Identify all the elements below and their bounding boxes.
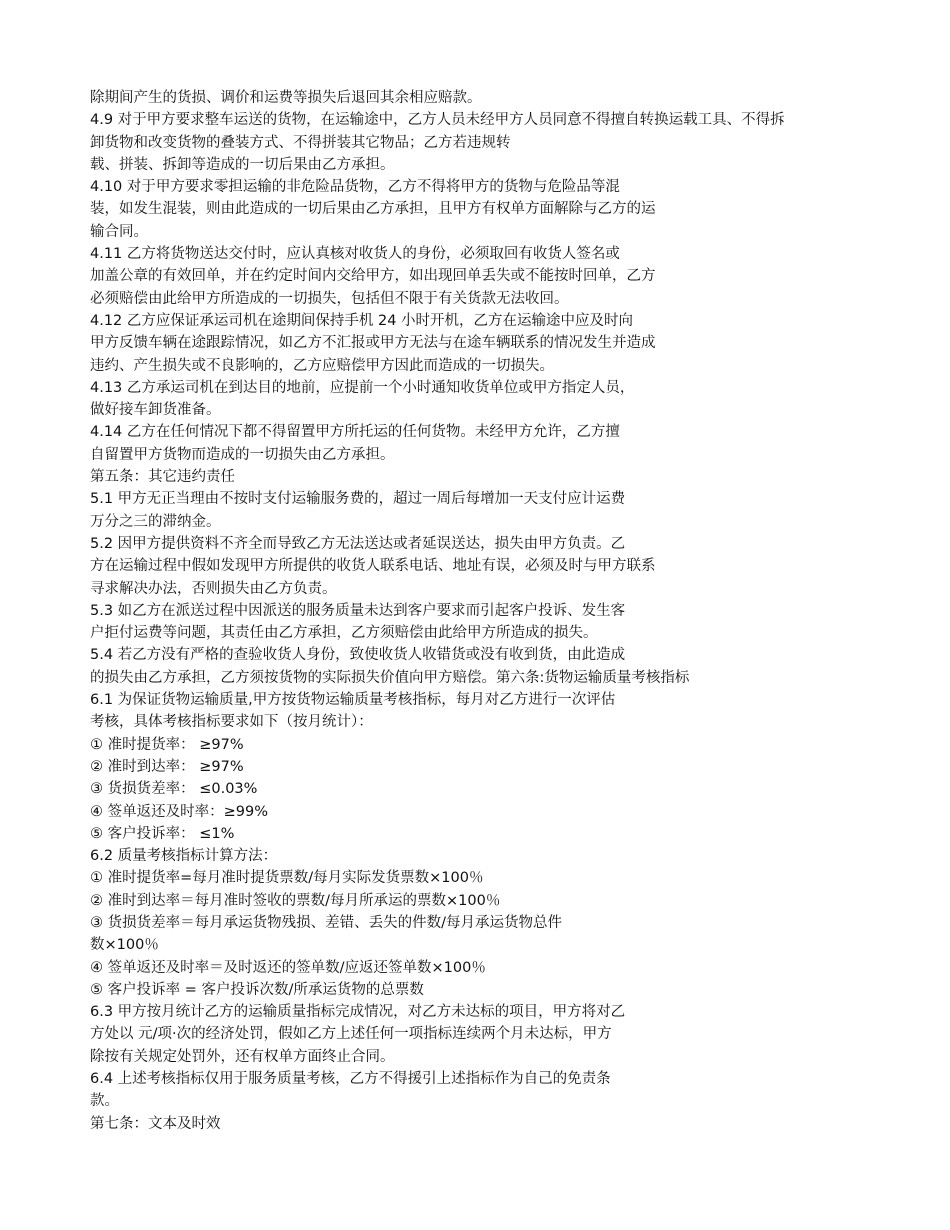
metric-item: ② 准时到达率： ≥97% xyxy=(90,758,244,775)
clause-5-1: 5.1 甲方无正当理由不按时支付运输服务费的，超过一周后每增加一天支付应计运费 xyxy=(90,491,626,508)
text-line: 加盖公章的有效回单，并在约定时间内交给甲方，如出现回单丢失或不能按时回单，乙方 xyxy=(90,268,656,285)
formula-item: ② 准时到达率＝每月准时签收的票数/每月所承运的票数×100％ xyxy=(90,892,501,909)
clause-5-3: 5.3 如乙方在派送过程中因派送的服务质量未达到客户要求而引起客户投诉、发生客 xyxy=(90,602,626,619)
text-line: 的损失由乙方承担，乙方须按货物的实际损失价值向甲方赔偿。第六条:货物运输质量考核指标 xyxy=(90,669,690,686)
clause-4-10: 4.10 对于甲方要求零担运输的非危险品货物，乙方不得将甲方的货物与危险品等混 xyxy=(90,179,620,196)
formula-item: ① 准时提货率=每月准时提货票数/每月实际发货票数×100％ xyxy=(90,870,484,887)
contract-document-page xyxy=(90,87,890,1135)
formula-item: ③ 货损货差率＝每月承运货物残损、差错、丢失的件数/每月承运货物总件 xyxy=(90,914,562,931)
text-line: 万分之三的滞纳金。 xyxy=(90,513,221,530)
text-line: 违约、产生损失或不良影响的，乙方应赔偿甲方因此而造成的一切损失。 xyxy=(90,357,554,374)
metric-item: ① 准时提货率： ≥97% xyxy=(90,736,244,753)
section-heading-5: 第五条：其它违约责任 xyxy=(90,469,235,486)
text-line: 装，如发生混装，则由此造成的一切后果由乙方承担，且甲方有权单方面解除与乙方的运 xyxy=(90,201,656,218)
text-line: 自留置甲方货物而造成的一切损失由乙方承担。 xyxy=(90,446,395,463)
text-line: 除期间产生的货损、调价和运费等损失后退回其余相应赔款。 xyxy=(90,90,482,106)
clause-4-14: 4.14 乙方在任何情况下都不得留置甲方所托运的任何货物。未经甲方允许，乙方擅 xyxy=(90,424,620,441)
clause-6-1: 6.1 为保证货物运输质量,甲方按货物运输质量考核指标，每月对乙方进行一次评估 xyxy=(90,692,616,709)
clause-6-4: 6.4 上述考核指标仅用于服务质量考核，乙方不得援引上述指标作为自己的免责条 xyxy=(90,1071,611,1088)
clause-4-12: 4.12 乙方应保证承运司机在途期间保持手机 24 小时开机，乙方在运输途中应及时向 xyxy=(90,312,634,329)
metric-item: ③ 货损货差率： ≤0.03% xyxy=(90,781,258,798)
clause-5-4: 5.4 若乙方没有严格的查验收货人身份，致使收货人收错货或没有收到货，由此造成 xyxy=(90,647,626,664)
clause-4-9: 4.9 对于甲方要求整车运送的货物，在运输途中，乙方人员未经甲方人员同意不得擅自转换运载工具、不得拆 xyxy=(90,112,785,129)
clause-5-2: 5.2 因甲方提供资料不齐全而导致乙方无法送达或者延误送达，损失由甲方负责。乙 xyxy=(90,535,626,552)
clause-4-13: 4.13 乙方承运司机在到达目的地前，应提前一个小时通知收货单位或甲方指定人员， xyxy=(90,379,635,396)
text-line: 输合同。 xyxy=(90,223,148,240)
text-line: 数×100％ xyxy=(90,937,159,954)
text-line: 方在运输过程中假如发现甲方所提供的收货人联系电话、地址有误，必须及时与甲方联系 xyxy=(90,558,656,575)
section-heading-7: 第七条：文本及时效 xyxy=(90,1115,221,1132)
text-line: 甲方反馈车辆在途跟踪情况，如乙方不汇报或甲方无法与在途车辆联系的情况发生并造成 xyxy=(90,335,656,352)
text-line: 户拒付运费等问题，其责任由乙方承担，乙方须赔偿由此给甲方所造成的损失。 xyxy=(90,625,598,642)
clause-6-3: 6.3 甲方按月统计乙方的运输质量指标完成情况，对乙方未达标的项目，甲方将对乙 xyxy=(90,1004,626,1021)
text-line: 寻求解决办法，否则损失由乙方负责。 xyxy=(90,580,337,597)
formula-item: ⑤ 客户投诉率 = 客户投诉次数/所承运货物的总票数 xyxy=(90,981,424,998)
text-line: 考核，具体考核指标要求如下（按月统计）： xyxy=(90,714,373,731)
text-line: 载、拼装、拆卸等造成的一切后果由乙方承担。 xyxy=(90,156,395,173)
text-line: 必须赔偿由此给甲方所造成的一切损失，包括但不限于有关货款无法收回。 xyxy=(90,290,569,307)
metric-item: ④ 签单返还及时率：≥99% xyxy=(90,803,268,820)
clause-4-11: 4.11 乙方将货物送达交付时，应认真核对收货人的身份，必须取回有收货人签名或 xyxy=(90,246,620,263)
text-line: 款。 xyxy=(90,1093,119,1110)
clause-6-2: 6.2 质量考核指标计算方法： xyxy=(90,848,278,865)
text-line: 卸货物和改变货物的叠装方式、不得拼装其它物品；乙方若违规转 xyxy=(90,134,511,151)
text-line: 方处以 元/项·次的经济处罚，假如乙方上述任何一项指标连续两个月未达标，甲方 xyxy=(90,1026,612,1043)
metric-item: ⑤ 客户投诉率： ≤1% xyxy=(90,825,235,842)
text-line: 做好接车卸货准备。 xyxy=(90,402,221,419)
formula-item: ④ 签单返还及时率＝及时返还的签单数/应返还签单数×100％ xyxy=(90,959,486,976)
text-line: 除按有关规定处罚外，还有权单方面终止合同。 xyxy=(90,1048,395,1065)
